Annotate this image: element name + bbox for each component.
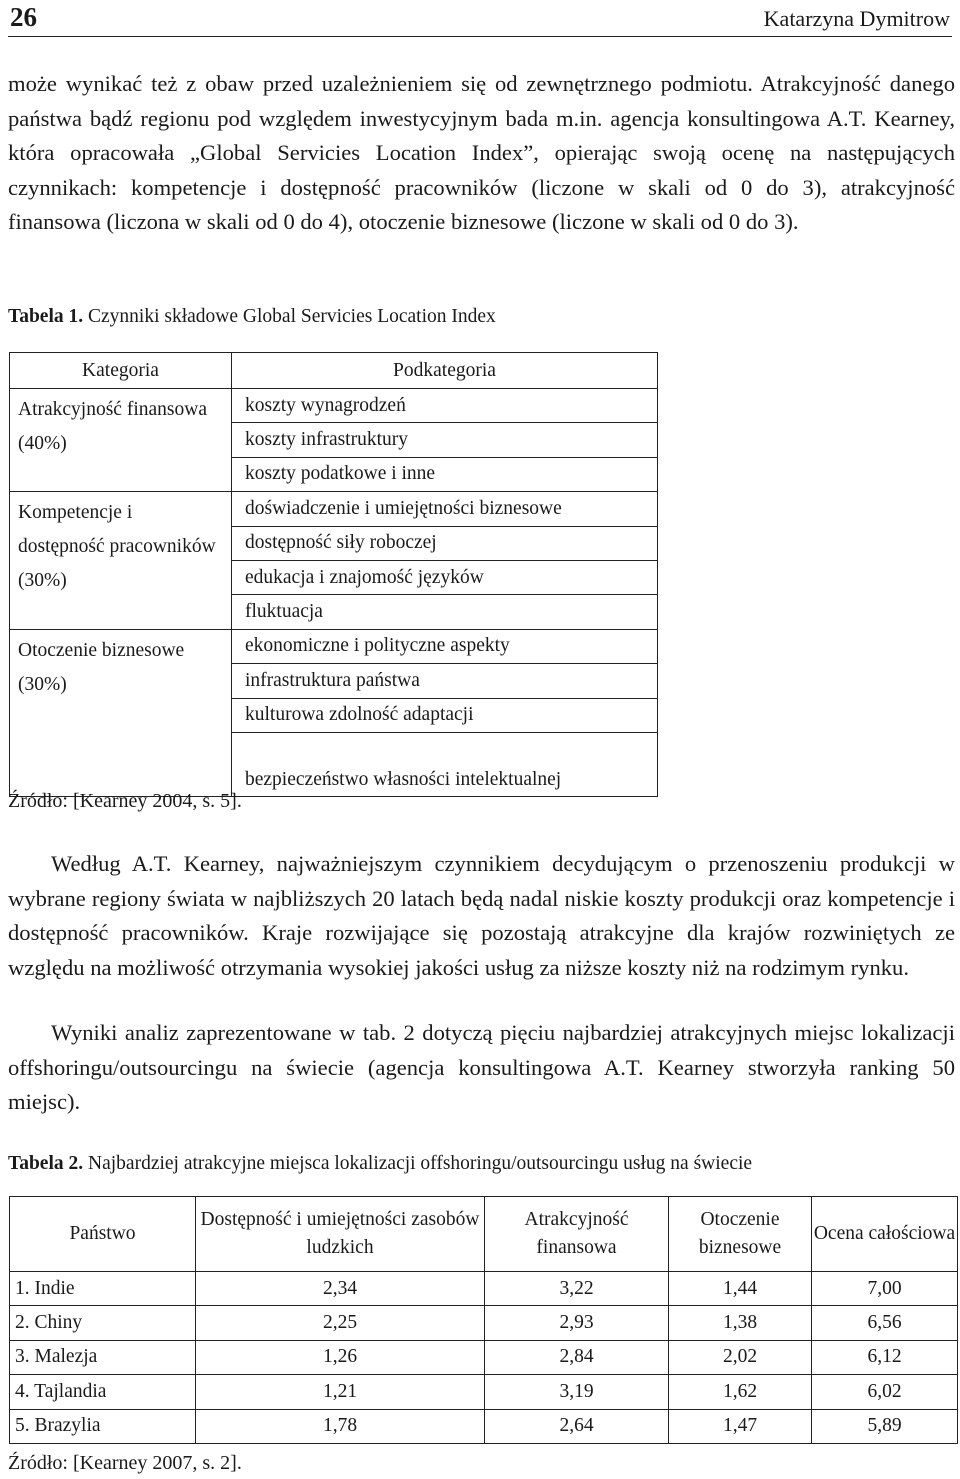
table1-caption (8, 306, 496, 328)
table1-subcategory-cell: fluktuacja (232, 595, 658, 629)
table2-cell: 2,34 (196, 1272, 485, 1306)
table1-subcategory-cell: kulturowa zdolność adaptacji (232, 698, 658, 732)
table2-cell-country: 3. Malezja (10, 1340, 196, 1374)
table2-cell: 1,21 (196, 1375, 485, 1409)
table2-header-country: Państwo (10, 1197, 196, 1272)
table-row (10, 1340, 958, 1374)
table2-cell: 1,44 (669, 1272, 812, 1306)
table1-subcategory-cell: ekonomiczne i polityczne aspekty (232, 629, 658, 663)
table2-header-business: Otoczenie biznesowe (669, 1197, 812, 1272)
table1-category-cell: Otoczenie biznesowe (30%) (10, 629, 232, 796)
table1-subcategory-cell: koszty infrastruktury (232, 423, 658, 457)
table-row (10, 1306, 958, 1340)
table1-subcategory-cell: infrastruktura państwa (232, 664, 658, 698)
table2-caption-text: Najbardziej atrakcyjne miejsca lokalizacji offshoringu/outsourcingu usług na świecie (83, 1153, 753, 1174)
table1-subcategory-cell: dostępność siły roboczej (232, 526, 658, 560)
table2-cell: 1,38 (669, 1306, 812, 1340)
table2-cell: 6,12 (812, 1340, 958, 1374)
table2-header-overall: Ocena całościowa (812, 1197, 958, 1272)
table2-cell: 1,78 (196, 1409, 485, 1443)
table2-cell-country: 4. Tajlandia (10, 1375, 196, 1409)
table1-subcategory-cell: koszty podatkowe i inne (232, 457, 658, 491)
table2-cell: 7,00 (812, 1272, 958, 1306)
table1-header-category: Kategoria (10, 353, 232, 389)
running-header (8, 2, 952, 37)
table1-subcategory-cell: koszty wynagrodzeń (232, 389, 658, 423)
table2-cell: 3,19 (485, 1375, 669, 1409)
table2-cell-country: 1. Indie (10, 1272, 196, 1306)
table2-cell: 2,84 (485, 1340, 669, 1374)
table2-cell: 6,56 (812, 1306, 958, 1340)
table2-cell: 3,22 (485, 1272, 669, 1306)
table-row (10, 1409, 958, 1443)
table2-cell: 2,25 (196, 1306, 485, 1340)
table2-header-human-resources: Dostępność i umiejętności zasobów ludzkich (196, 1197, 485, 1272)
table1 (9, 352, 658, 797)
body-paragraph-2: Według A.T. Kearney, najważniejszym czynnikiem decydującym o przenoszeniu produkcji w wybrane regiony świata w najbliższych 20 latach będą nadal niskie koszty produkcji oraz kompetencje i dostępność pracowników. Kraje rozwijające się pozostają atrakcyjne dla krajów rozwiniętych ze względu na możliwość otrzymania wysokiej jakości usług za niższe koszty niż na rodzimym rynku. (8, 851, 955, 980)
table2-cell: 2,64 (485, 1409, 669, 1443)
running-author: Katarzyna Dymitrow (763, 6, 950, 31)
table2-cell: 6,02 (812, 1375, 958, 1409)
table2-cell-country: 2. Chiny (10, 1306, 196, 1340)
body-paragraph-1: może wynikać też z obaw przed uzależnieniem się od zewnętrznego podmiotu. Atrakcyjność danego państwa bądź regionu pod względem inwestycyjnym bada m.in. agencja konsultingowa A.T. Kearney, która opracowała „Global Servicies Location Index”, opierając swoją ocenę na następujących czynnikach: kompetencje i dostępność pracowników (liczone w skali od 0 do 3), atrakcyjność finansowa (liczona w skali od 0 do 4), otoczenie biznesowe (liczone w skali od 0 do 3). (8, 71, 955, 235)
table2-cell: 1,26 (196, 1340, 485, 1374)
table1-subcategory-cell: edukacja i znajomość języków (232, 560, 658, 594)
table1-caption-text: Czynniki składowe Global Servicies Location Index (83, 306, 496, 327)
table-row (10, 1375, 958, 1409)
table1-subcategory-cell: doświadczenie i umiejętności biznesowe (232, 492, 658, 526)
table1-label: Tabela 1. (8, 306, 84, 327)
page-number: 26 (10, 2, 37, 32)
table2-header-financial: Atrakcyjność finansowa (485, 1197, 669, 1272)
table1-category-cell: Atrakcyjność finansowa (40%) (10, 389, 232, 492)
table2-caption (8, 1153, 752, 1175)
table2-cell: 1,47 (669, 1409, 812, 1443)
table-row (10, 1272, 958, 1306)
table1-subcategory-cell: bezpieczeństwo własności intelektualnej (232, 732, 658, 796)
table2-label: Tabela 2. (8, 1153, 84, 1174)
table2-cell: 1,62 (669, 1375, 812, 1409)
table2-source: Źródło: [Kearney 2007, s. 2]. (8, 1452, 242, 1474)
table1-category-cell: Kompetencje i dostępność pracowników (30%) (10, 492, 232, 630)
table2-cell-country: 5. Brazylia (10, 1409, 196, 1443)
table2-cell: 5,89 (812, 1409, 958, 1443)
table1-source: Źródło: [Kearney 2004, s. 5]. (8, 790, 242, 812)
table2-cell: 2,93 (485, 1306, 669, 1340)
table2 (9, 1196, 958, 1444)
table2-cell: 2,02 (669, 1340, 812, 1374)
body-paragraph-3: Wyniki analiz zaprezentowane w tab. 2 dotyczą pięciu najbardziej atrakcyjnych miejsc lokalizacji offshoringu/outsourcingu na świecie (agencja konsultingowa A.T. Kearney stworzyła ranking 50 miejsc). (8, 1020, 955, 1115)
table1-header-subcategory: Podkategoria (232, 353, 658, 389)
